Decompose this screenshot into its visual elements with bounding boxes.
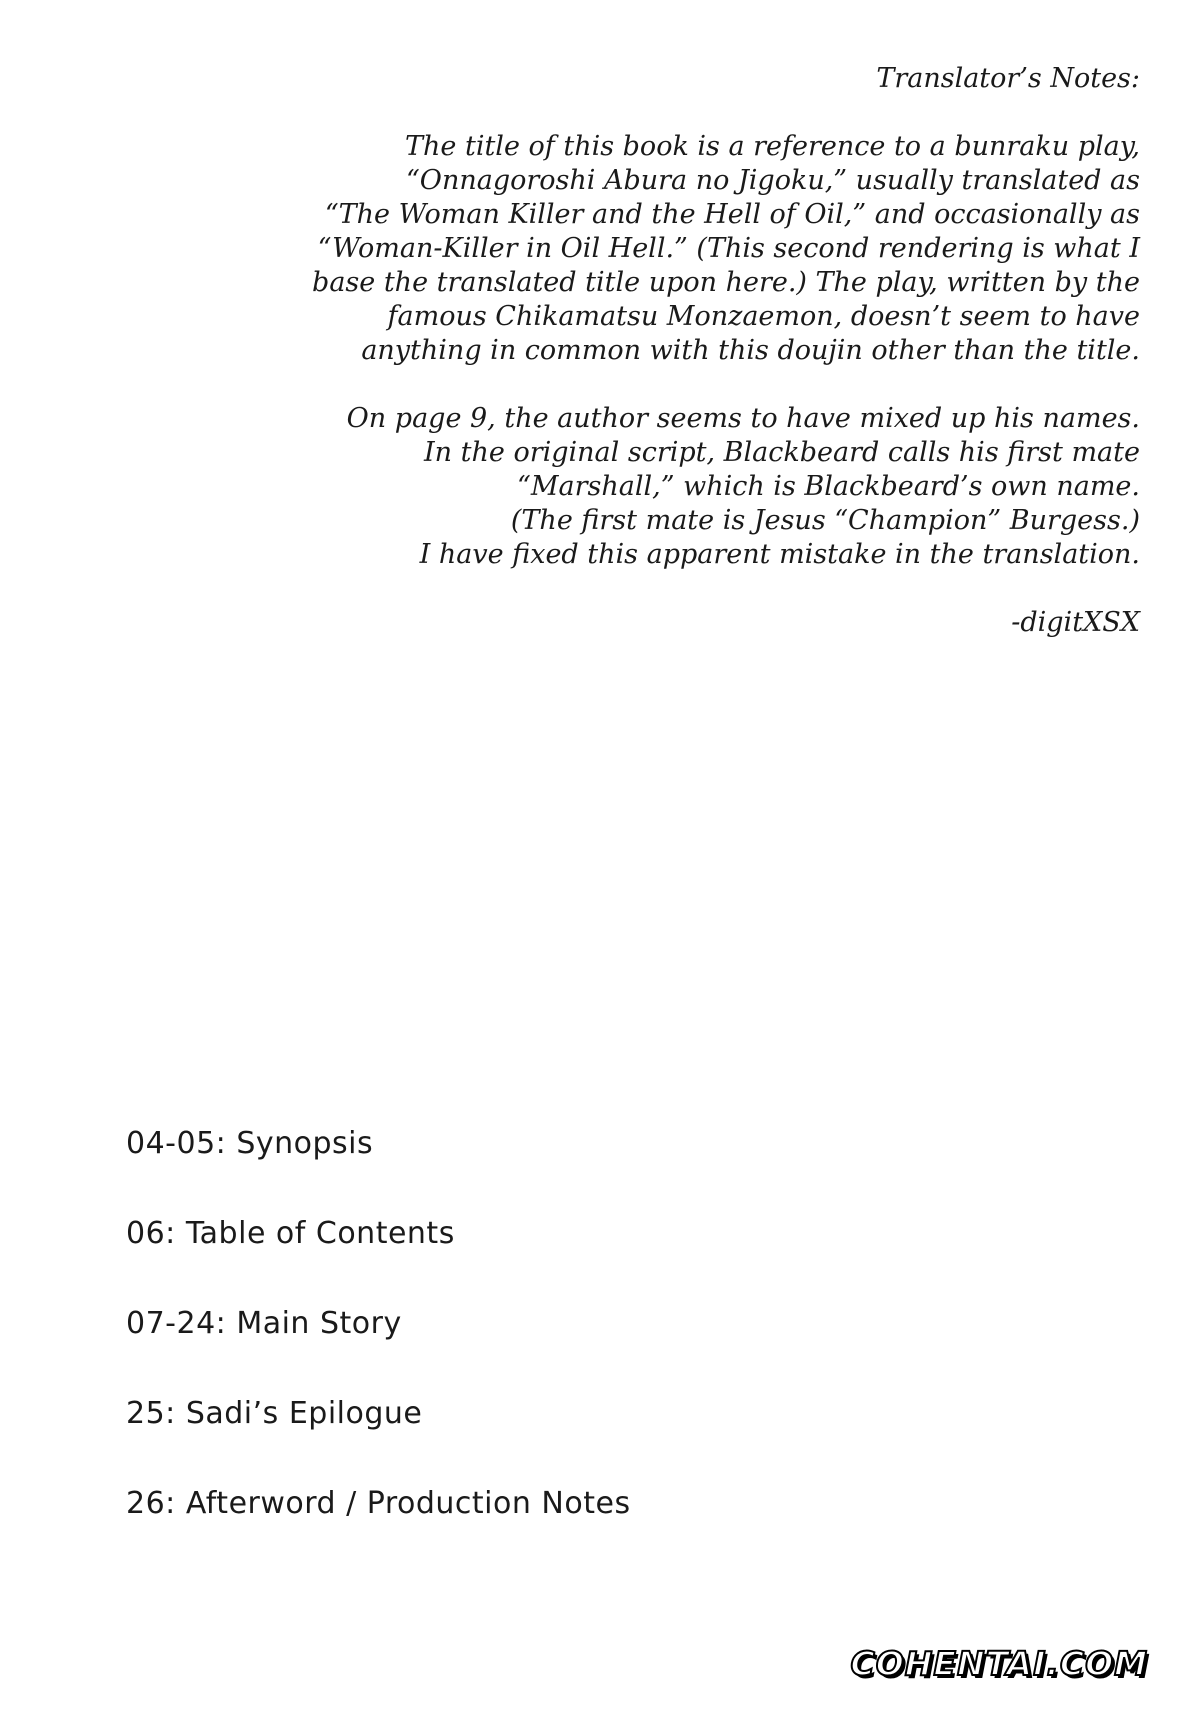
- notes-paragraph-title-reference: [240, 130, 1140, 368]
- toc-item-synopsis: 04-05: Synopsis: [126, 1126, 374, 1161]
- site-watermark-logo: COHENTAI.COM: [850, 1644, 1148, 1683]
- translator-notes: [240, 62, 1140, 640]
- notes-line: “Marshall,” which is Blackbeard’s own name.: [517, 471, 1140, 502]
- notes-line: In the original script, Blackbeard calls his first mate: [424, 437, 1140, 468]
- notes-line: The title of this book is a reference to a bunraku play,: [405, 131, 1140, 162]
- toc-item-afterword: 26: Afterword / Production Notes: [126, 1486, 631, 1521]
- notes-line: base the translated title upon here.) The play, written by the: [312, 267, 1140, 298]
- translator-signature: -digitXSX: [1011, 607, 1140, 638]
- notes-line: I have fixed this apparent mistake in the translation.: [419, 539, 1140, 570]
- notes-paragraph-name-fix: [240, 402, 1140, 572]
- toc-item-main-story: 07-24: Main Story: [126, 1306, 402, 1341]
- notes-line: (The first mate is Jesus “Champion” Burgess.): [510, 505, 1140, 536]
- notes-line: “Onnagoroshi Abura no Jigoku,” usually translated as: [406, 165, 1140, 196]
- notes-line: On page 9, the author seems to have mixed up his names.: [346, 403, 1140, 434]
- toc-item-epilogue: 25: Sadi’s Epilogue: [126, 1396, 423, 1431]
- notes-line: famous Chikamatsu Monzaemon, doesn’t seem to have: [387, 301, 1140, 332]
- notes-line: “Woman-Killer in Oil Hell.” (This second rendering is what I: [317, 233, 1140, 264]
- notes-title: Translator’s Notes:: [876, 63, 1140, 94]
- table-of-contents: [126, 1124, 631, 1574]
- notes-line: anything in common with this doujin other than the title.: [361, 335, 1140, 366]
- notes-line: “The Woman Killer and the Hell of Oil,” and occasionally as: [324, 199, 1140, 230]
- toc-item-table-of-contents: 06: Table of Contents: [126, 1216, 455, 1251]
